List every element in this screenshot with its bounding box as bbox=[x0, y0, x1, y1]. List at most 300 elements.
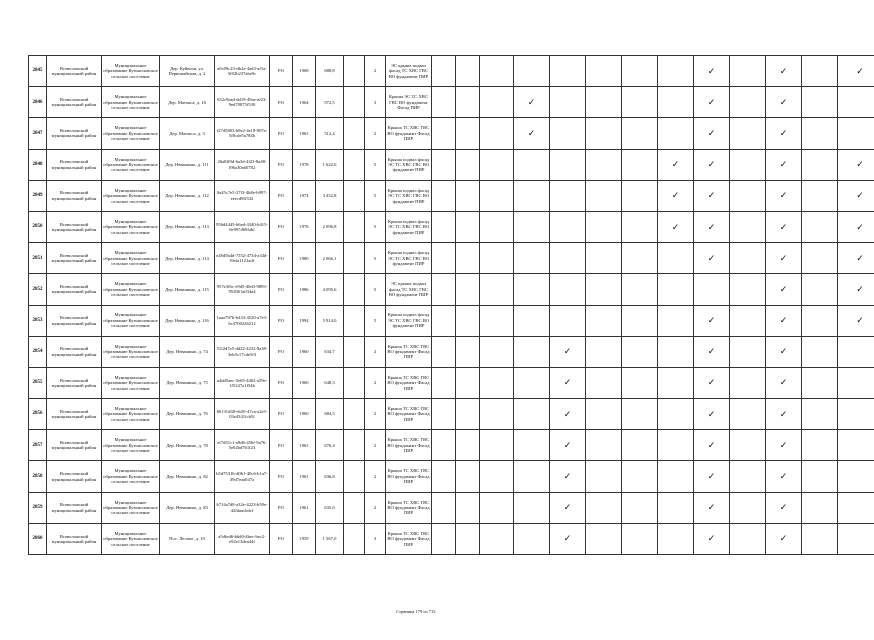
area-cell: 1 567,0 bbox=[316, 523, 344, 554]
criteria-cell bbox=[432, 274, 456, 305]
blank-cell bbox=[344, 56, 365, 87]
checkmark-icon: ✓ bbox=[779, 127, 788, 138]
criteria-cell bbox=[432, 492, 456, 523]
criteria-cell bbox=[456, 336, 480, 367]
criteria-cell bbox=[622, 305, 658, 336]
works-cell: Крыша ЭС ТС ХВС ГВС ВО фундамент Фасад ПИР bbox=[386, 87, 432, 118]
floors-cell: 5 bbox=[365, 243, 386, 274]
code-cell: a0c09c23-db2a-4ad3-af1a-5f02b237abe9c bbox=[215, 56, 270, 87]
criteria-cell bbox=[480, 305, 514, 336]
criteria-cell bbox=[658, 56, 694, 87]
works-cell: Крыша подвал фасад ЭС ТС ХВС ГВС ВО фундамент ПИР bbox=[386, 180, 432, 211]
address-cell: Дер. Матокса, д. 16 bbox=[160, 87, 215, 118]
criteria-cell bbox=[766, 461, 802, 492]
checkmark-icon: ✓ bbox=[779, 408, 788, 419]
criteria-cell bbox=[622, 336, 658, 367]
district-cell: Всеволожский муниципальный район bbox=[47, 149, 102, 180]
table-row bbox=[29, 56, 874, 87]
criteria-cell bbox=[514, 461, 550, 492]
criteria-cell bbox=[802, 180, 838, 211]
checkmark-icon: ✓ bbox=[779, 533, 788, 544]
criteria-cell bbox=[838, 56, 874, 87]
criteria-cell bbox=[658, 523, 694, 554]
area-cell: 2 096,8 bbox=[316, 211, 344, 242]
criteria-cell bbox=[838, 399, 874, 430]
criteria-cell bbox=[514, 149, 550, 180]
criteria-cell bbox=[480, 87, 514, 118]
criteria-cell bbox=[480, 149, 514, 180]
year-cell: 1964 bbox=[293, 87, 316, 118]
criteria-cell bbox=[480, 336, 514, 367]
criteria-cell bbox=[766, 430, 802, 461]
year-cell: 1986 bbox=[293, 274, 316, 305]
criteria-cell bbox=[622, 211, 658, 242]
criteria-cell bbox=[586, 56, 622, 87]
criteria-cell bbox=[802, 523, 838, 554]
criteria-cell bbox=[658, 243, 694, 274]
area-cell: 636,8 bbox=[316, 461, 344, 492]
criteria-cell bbox=[622, 180, 658, 211]
checkmark-icon: ✓ bbox=[563, 471, 572, 482]
works-cell: Крыша подвал фасад ЭС ТС ХВС ГВС ВО фундамент ПИР bbox=[386, 149, 432, 180]
type-cell: РО bbox=[270, 149, 293, 180]
criteria-cell bbox=[838, 243, 874, 274]
district-cell: Всеволожский муниципальный район bbox=[47, 367, 102, 398]
checkmark-icon: ✓ bbox=[707, 190, 716, 201]
criteria-cell bbox=[730, 305, 766, 336]
area-cell: 635,6 bbox=[316, 492, 344, 523]
floors-cell: 5 bbox=[365, 274, 386, 305]
criteria-cell bbox=[694, 87, 730, 118]
checkmark-icon: ✓ bbox=[779, 471, 788, 482]
floors-cell: 2 bbox=[365, 461, 386, 492]
area-cell: 688,8 bbox=[316, 56, 344, 87]
criteria-cell bbox=[586, 336, 622, 367]
code-cell: b714a7d8-a32e-4223-b59e-42fdaacbdcf bbox=[215, 492, 270, 523]
criteria-cell bbox=[586, 305, 622, 336]
table-row bbox=[29, 367, 874, 398]
works-cell: Крыша ТС ХВС ГВС ВО фундамент Фасад ПИР bbox=[386, 461, 432, 492]
criteria-cell bbox=[658, 367, 694, 398]
area-cell: 684,5 bbox=[316, 399, 344, 430]
settlement-cell: Муниципальное образование Кузьмоловское сельское поселение bbox=[102, 399, 160, 430]
criteria-cell bbox=[802, 430, 838, 461]
criteria-cell bbox=[550, 87, 586, 118]
works-cell: ЭС крыша подвал фасад ТС ХВС ГВС ВО фундамент ПИР bbox=[386, 274, 432, 305]
year-cell: 1980 bbox=[293, 243, 316, 274]
address-cell: Пос. Лесное, д. 10 bbox=[160, 523, 215, 554]
criteria-cell bbox=[480, 430, 514, 461]
criteria-cell bbox=[622, 118, 658, 149]
row-number: 2846 bbox=[29, 87, 47, 118]
area-cell: 634,7 bbox=[316, 336, 344, 367]
checkmark-icon: ✓ bbox=[527, 96, 536, 107]
criteria-cell bbox=[802, 211, 838, 242]
works-cell: Крыша подвал фасад ЭС ТС ХВС ГВС ВО фундамент ПИР bbox=[386, 211, 432, 242]
address-cell: Дер. Невашино, д. 111 bbox=[160, 149, 215, 180]
checkmark-icon: ✓ bbox=[856, 159, 864, 170]
year-cell: 1976 bbox=[293, 211, 316, 242]
criteria-cell bbox=[432, 367, 456, 398]
row-number: 2848 bbox=[29, 149, 47, 180]
settlement-cell: Муниципальное образование Кузьмоловское сельское поселение bbox=[102, 274, 160, 305]
criteria-cell bbox=[432, 243, 456, 274]
checkmark-icon: ✓ bbox=[563, 533, 572, 544]
works-cell: Крыша ТС ХВС ГВС ВО фундамент Фасад ПИР bbox=[386, 492, 432, 523]
criteria-cell bbox=[480, 243, 514, 274]
type-cell: РО bbox=[270, 367, 293, 398]
type-cell: РО bbox=[270, 492, 293, 523]
row-number: 2859 bbox=[29, 492, 47, 523]
blank-cell bbox=[344, 461, 365, 492]
address-cell: Дер. Невашино, д. 112 bbox=[160, 180, 215, 211]
criteria-cell bbox=[694, 461, 730, 492]
code-cell: a4dd5aec-5e65-4402-a59e-1f5247a1f54b bbox=[215, 367, 270, 398]
row-number: 2860 bbox=[29, 523, 47, 554]
criteria-cell bbox=[730, 56, 766, 87]
checkmark-icon: ✓ bbox=[527, 127, 536, 138]
criteria-cell bbox=[456, 274, 480, 305]
criteria-cell bbox=[456, 399, 480, 430]
criteria-cell bbox=[838, 305, 874, 336]
settlement-cell: Муниципальное образование Кузьмоловское сельское поселение bbox=[102, 180, 160, 211]
district-cell: Всеволожский муниципальный район bbox=[47, 492, 102, 523]
criteria-cell bbox=[658, 336, 694, 367]
address-cell: Дер. Невашино, д. 83 bbox=[160, 492, 215, 523]
year-cell: 1961 bbox=[293, 430, 316, 461]
criteria-cell bbox=[480, 211, 514, 242]
blank-cell bbox=[344, 336, 365, 367]
year-cell: 1960 bbox=[293, 367, 316, 398]
criteria-cell bbox=[432, 118, 456, 149]
criteria-cell bbox=[658, 461, 694, 492]
criteria-cell bbox=[802, 274, 838, 305]
criteria-cell bbox=[432, 87, 456, 118]
floors-cell: 5 bbox=[365, 211, 386, 242]
criteria-cell bbox=[766, 336, 802, 367]
criteria-cell bbox=[694, 399, 730, 430]
criteria-cell bbox=[514, 492, 550, 523]
criteria-cell bbox=[622, 492, 658, 523]
criteria-cell bbox=[802, 305, 838, 336]
criteria-cell bbox=[694, 367, 730, 398]
criteria-cell bbox=[586, 243, 622, 274]
criteria-cell bbox=[838, 336, 874, 367]
code-cell: 0a45c7e5-27f3-4b8e-b997-eeecd9ff332 bbox=[215, 180, 270, 211]
criteria-cell bbox=[802, 461, 838, 492]
area-cell: 2 066,1 bbox=[316, 243, 344, 274]
criteria-cell bbox=[480, 274, 514, 305]
criteria-cell bbox=[766, 87, 802, 118]
district-cell: Всеволожский муниципальный район bbox=[47, 399, 102, 430]
criteria-cell bbox=[766, 305, 802, 336]
table-row bbox=[29, 461, 874, 492]
floors-cell: 3 bbox=[365, 87, 386, 118]
works-cell: Крыша подвал фасад ЭС ТС ХВС ГВС ВО фундамент ПИР bbox=[386, 305, 432, 336]
type-cell: РО bbox=[270, 243, 293, 274]
address-cell: Дер. Невашино, д. 115 bbox=[160, 274, 215, 305]
criteria-cell bbox=[456, 492, 480, 523]
checkmark-icon: ✓ bbox=[779, 221, 788, 232]
works-cell: Крыша ТС ХВС ГВС ВО фундамент Фасад ПИР bbox=[386, 336, 432, 367]
address-cell: Дер. Невашино, д. 116 bbox=[160, 305, 215, 336]
criteria-cell bbox=[586, 211, 622, 242]
criteria-cell bbox=[694, 56, 730, 87]
criteria-cell bbox=[514, 399, 550, 430]
criteria-cell bbox=[730, 243, 766, 274]
blank-cell bbox=[344, 87, 365, 118]
checkmark-icon: ✓ bbox=[671, 159, 680, 170]
criteria-cell bbox=[456, 243, 480, 274]
criteria-cell bbox=[622, 430, 658, 461]
year-cell: 1974 bbox=[293, 180, 316, 211]
criteria-cell bbox=[480, 399, 514, 430]
criteria-cell bbox=[658, 492, 694, 523]
checkmark-icon: ✓ bbox=[779, 159, 788, 170]
criteria-cell bbox=[432, 461, 456, 492]
criteria-cell bbox=[802, 56, 838, 87]
criteria-cell bbox=[730, 492, 766, 523]
criteria-cell bbox=[622, 399, 658, 430]
settlement-cell: Муниципальное образование Кузьмоловское сельское поселение bbox=[102, 430, 160, 461]
table-row bbox=[29, 211, 874, 242]
table-row bbox=[29, 430, 874, 461]
criteria-cell bbox=[694, 336, 730, 367]
blank-cell bbox=[344, 274, 365, 305]
address-cell: Дер. Невашино, д. 113 bbox=[160, 211, 215, 242]
type-cell: РО bbox=[270, 336, 293, 367]
criteria-cell bbox=[432, 336, 456, 367]
checkmark-icon: ✓ bbox=[856, 252, 864, 263]
criteria-cell bbox=[550, 492, 586, 523]
checkmark-icon: ✓ bbox=[707, 533, 716, 544]
checkmark-icon: ✓ bbox=[779, 377, 788, 388]
criteria-cell bbox=[622, 87, 658, 118]
criteria-cell bbox=[838, 180, 874, 211]
blank-cell bbox=[344, 492, 365, 523]
checkmark-icon: ✓ bbox=[707, 65, 716, 76]
criteria-cell bbox=[456, 430, 480, 461]
criteria-cell bbox=[622, 56, 658, 87]
criteria-cell bbox=[622, 149, 658, 180]
criteria-cell bbox=[802, 399, 838, 430]
area-cell: 3 452,8 bbox=[316, 180, 344, 211]
area-cell: 5 914,0 bbox=[316, 305, 344, 336]
checkmark-icon: ✓ bbox=[563, 408, 572, 419]
code-cell: 957e3f6c-e9d5-40d3-9893-952961a034a4 bbox=[215, 274, 270, 305]
code-cell: f27d5803-b9e2-4e18-907e-5f0cde5a784b bbox=[215, 118, 270, 149]
criteria-cell bbox=[432, 305, 456, 336]
floors-cell: 2 bbox=[365, 118, 386, 149]
address-cell: Дер. Невашино, д. 75 bbox=[160, 367, 215, 398]
criteria-cell bbox=[432, 211, 456, 242]
criteria-cell bbox=[838, 461, 874, 492]
criteria-cell bbox=[432, 523, 456, 554]
floors-cell: 3 bbox=[365, 523, 386, 554]
floors-cell: 5 bbox=[365, 180, 386, 211]
table-row bbox=[29, 118, 874, 149]
criteria-cell bbox=[730, 118, 766, 149]
type-cell: РО bbox=[270, 118, 293, 149]
criteria-cell bbox=[802, 492, 838, 523]
criteria-cell bbox=[622, 274, 658, 305]
criteria-cell bbox=[550, 461, 586, 492]
criteria-cell bbox=[550, 149, 586, 180]
type-cell: РО bbox=[270, 430, 293, 461]
district-cell: Всеволожский муниципальный район bbox=[47, 336, 102, 367]
checkmark-icon: ✓ bbox=[671, 221, 680, 232]
criteria-cell bbox=[586, 399, 622, 430]
criteria-cell bbox=[456, 211, 480, 242]
type-cell: РО bbox=[270, 56, 293, 87]
criteria-cell bbox=[586, 149, 622, 180]
settlement-cell: Муниципальное образование Кузьмоловское сельское поселение bbox=[102, 461, 160, 492]
criteria-cell bbox=[658, 149, 694, 180]
criteria-cell bbox=[766, 180, 802, 211]
criteria-cell bbox=[514, 243, 550, 274]
criteria-cell bbox=[550, 305, 586, 336]
criteria-cell bbox=[432, 430, 456, 461]
table-row bbox=[29, 180, 874, 211]
criteria-cell bbox=[766, 274, 802, 305]
checkmark-icon: ✓ bbox=[707, 221, 716, 232]
criteria-cell bbox=[550, 399, 586, 430]
works-cell: Крыша ТС ХВС ГВС ВО фундамент Фасад ПИР bbox=[386, 367, 432, 398]
row-number: 2849 bbox=[29, 180, 47, 211]
checkmark-icon: ✓ bbox=[707, 96, 716, 107]
criteria-cell bbox=[766, 56, 802, 87]
checkmark-icon: ✓ bbox=[563, 377, 572, 388]
criteria-cell bbox=[514, 305, 550, 336]
blank-cell bbox=[344, 243, 365, 274]
table-row bbox=[29, 492, 874, 523]
checkmark-icon: ✓ bbox=[707, 439, 716, 450]
type-cell: РО bbox=[270, 274, 293, 305]
district-cell: Всеволожский муниципальный район bbox=[47, 56, 102, 87]
criteria-cell bbox=[586, 367, 622, 398]
district-cell: Всеволожский муниципальный район bbox=[47, 243, 102, 274]
settlement-cell: Муниципальное образование Кузьмоловское сельское поселение bbox=[102, 87, 160, 118]
criteria-cell bbox=[694, 523, 730, 554]
row-number: 2853 bbox=[29, 305, 47, 336]
criteria-cell bbox=[550, 336, 586, 367]
district-cell: Всеволожский муниципальный район bbox=[47, 180, 102, 211]
criteria-cell bbox=[550, 118, 586, 149]
checkmark-icon: ✓ bbox=[856, 283, 864, 294]
criteria-cell bbox=[766, 211, 802, 242]
criteria-cell bbox=[766, 367, 802, 398]
criteria-cell bbox=[550, 430, 586, 461]
criteria-cell bbox=[480, 523, 514, 554]
criteria-cell bbox=[766, 118, 802, 149]
checkmark-icon: ✓ bbox=[707, 252, 716, 263]
code-cell: 51f2d7e5-dd22-4232-8a38-3eb5c17cde5f3 bbox=[215, 336, 270, 367]
floors-cell: 2 bbox=[365, 399, 386, 430]
criteria-cell bbox=[730, 87, 766, 118]
settlement-cell: Муниципальное образование Кузьмоловское сельское поселение bbox=[102, 367, 160, 398]
criteria-cell bbox=[694, 430, 730, 461]
blank-cell bbox=[344, 399, 365, 430]
criteria-cell bbox=[694, 180, 730, 211]
year-cell: 1978 bbox=[293, 149, 316, 180]
criteria-cell bbox=[550, 367, 586, 398]
type-cell: РО bbox=[270, 461, 293, 492]
criteria-cell bbox=[514, 430, 550, 461]
address-cell: Дер. Матокса, д. 3 bbox=[160, 118, 215, 149]
criteria-cell bbox=[456, 461, 480, 492]
criteria-cell bbox=[658, 180, 694, 211]
criteria-cell bbox=[838, 87, 874, 118]
checkmark-icon: ✓ bbox=[779, 439, 788, 450]
criteria-cell bbox=[586, 523, 622, 554]
criteria-cell bbox=[514, 180, 550, 211]
criteria-cell bbox=[586, 461, 622, 492]
table-row bbox=[29, 87, 874, 118]
works-cell: ЭС крыша подвал фасад ТС ХВС ГВС ВО фундамент ПИР bbox=[386, 56, 432, 87]
criteria-cell bbox=[586, 430, 622, 461]
checkmark-icon: ✓ bbox=[671, 190, 680, 201]
blank-cell bbox=[344, 211, 365, 242]
type-cell: РО bbox=[270, 87, 293, 118]
criteria-cell bbox=[550, 180, 586, 211]
blank-cell bbox=[344, 149, 365, 180]
area-cell: 676,4 bbox=[316, 430, 344, 461]
criteria-cell bbox=[730, 523, 766, 554]
criteria-cell bbox=[730, 461, 766, 492]
criteria-cell bbox=[802, 118, 838, 149]
criteria-cell bbox=[586, 492, 622, 523]
year-cell: 1961 bbox=[293, 118, 316, 149]
checkmark-icon: ✓ bbox=[779, 190, 788, 201]
works-cell: Крыша ТС ХВС ГВС ВО фундамент Фасад ПИР bbox=[386, 399, 432, 430]
checkmark-icon: ✓ bbox=[779, 346, 788, 357]
criteria-cell bbox=[658, 118, 694, 149]
works-cell: Крыша ТС ХВС ГВС ВО фундамент Фасад ПИР bbox=[386, 523, 432, 554]
criteria-cell bbox=[550, 274, 586, 305]
criteria-cell bbox=[622, 461, 658, 492]
criteria-cell bbox=[694, 305, 730, 336]
code-cell: e28d5b4d-7552-473d-a34d-f9efa1121adf bbox=[215, 243, 270, 274]
works-cell: Крыша ТС ХВС ГВС ВО фундамент Фасад ПИР bbox=[386, 430, 432, 461]
district-cell: Всеволожский муниципальный район bbox=[47, 523, 102, 554]
works-cell: Крыша ТС ХВС ГВС ВО фундамент Фасад ПИР bbox=[386, 118, 432, 149]
criteria-cell bbox=[622, 243, 658, 274]
criteria-cell bbox=[766, 149, 802, 180]
floors-cell: 2 bbox=[365, 367, 386, 398]
row-number: 2852 bbox=[29, 274, 47, 305]
criteria-cell bbox=[550, 211, 586, 242]
criteria-cell bbox=[480, 56, 514, 87]
criteria-cell bbox=[730, 211, 766, 242]
criteria-cell bbox=[514, 56, 550, 87]
criteria-cell bbox=[514, 87, 550, 118]
checkmark-icon: ✓ bbox=[779, 65, 788, 76]
row-number: 2854 bbox=[29, 336, 47, 367]
criteria-cell bbox=[838, 274, 874, 305]
year-cell: 1959 bbox=[293, 523, 316, 554]
criteria-cell bbox=[480, 461, 514, 492]
row-number: 2847 bbox=[29, 118, 47, 149]
criteria-cell bbox=[456, 118, 480, 149]
floors-cell: 5 bbox=[365, 305, 386, 336]
code-cell: b5d75316-d061-40c6-b1a7-39d7eaa047a bbox=[215, 461, 270, 492]
criteria-cell bbox=[730, 274, 766, 305]
checkmark-icon: ✓ bbox=[779, 315, 788, 326]
criteria-cell bbox=[514, 274, 550, 305]
criteria-cell bbox=[766, 243, 802, 274]
criteria-cell bbox=[838, 211, 874, 242]
criteria-cell bbox=[766, 399, 802, 430]
